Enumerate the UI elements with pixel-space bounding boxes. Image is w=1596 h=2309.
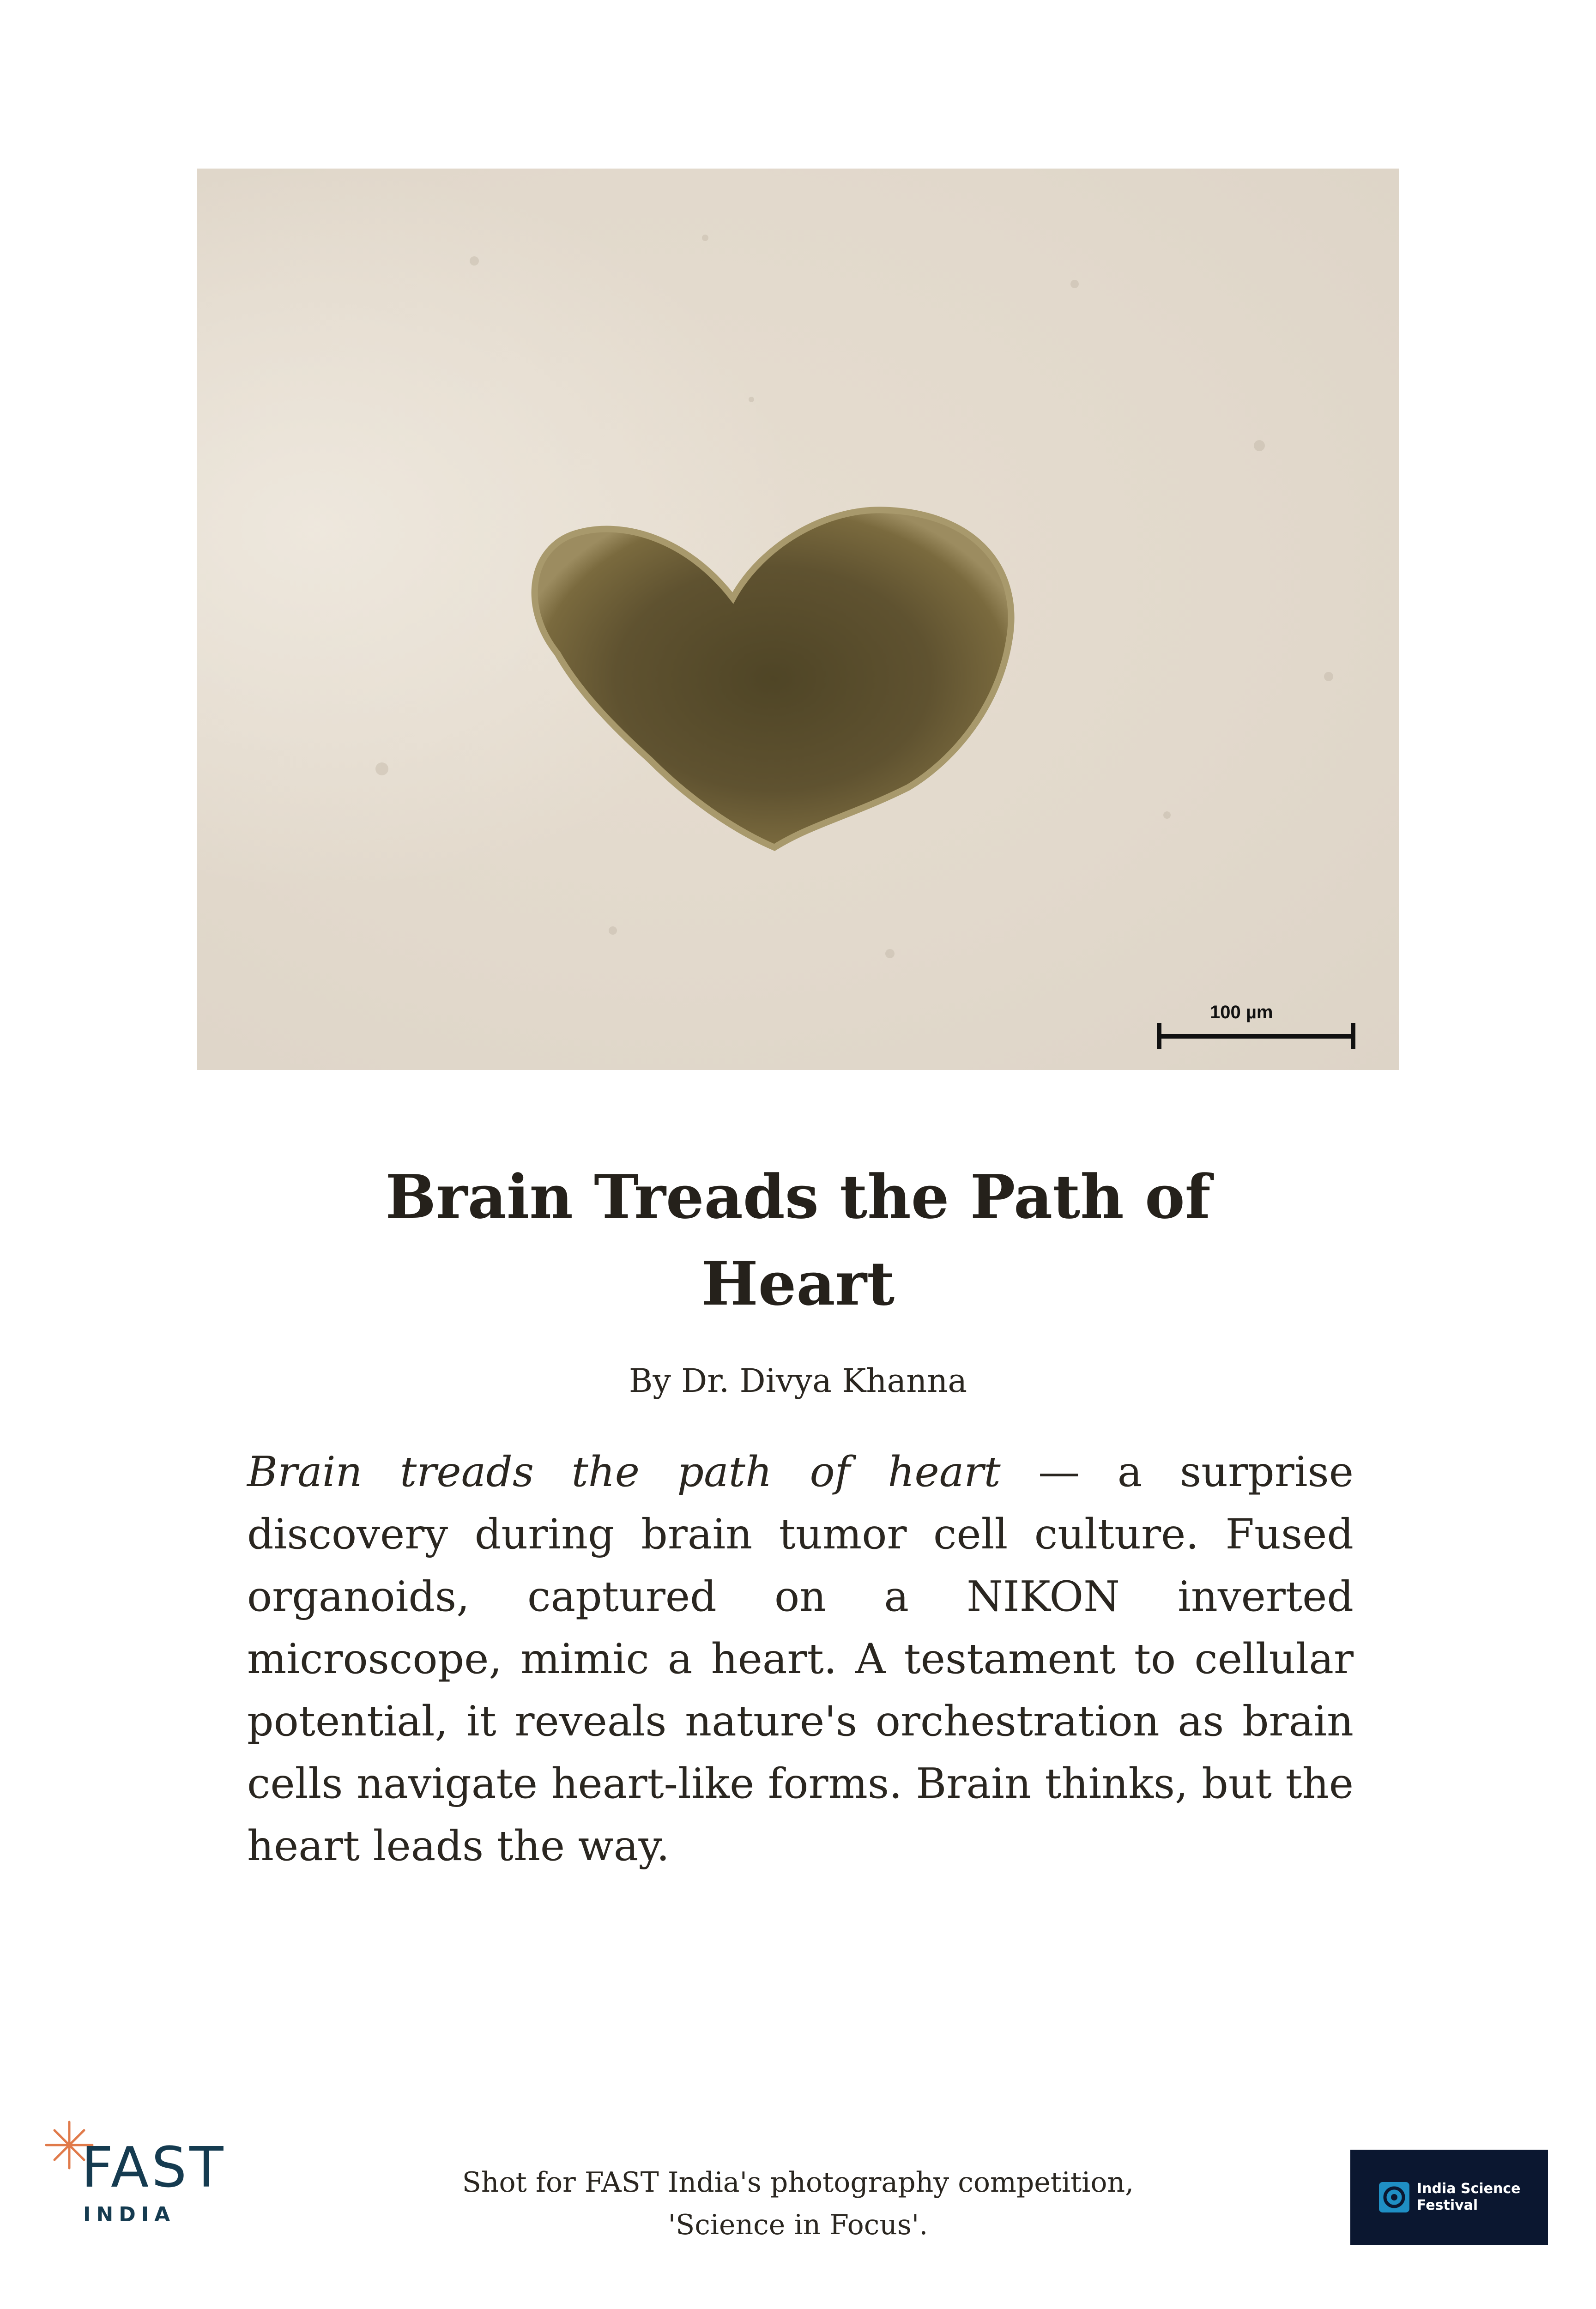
isf-line-2: Festival [1417, 2197, 1478, 2213]
isf-emblem-icon [1378, 2181, 1410, 2213]
scale-bar [1157, 1023, 1355, 1049]
title-line-1: Brain Treads the Path of [385, 1161, 1211, 1232]
footer-line-1: Shot for FAST India's photography competition, [462, 2166, 1134, 2199]
fast-india-logo [42, 2117, 226, 2237]
fast-wordmark: FAST [81, 2136, 226, 2200]
footer-line-2: 'Science in Focus'. [668, 2209, 928, 2241]
india-science-festival-logo [1350, 2150, 1548, 2245]
isf-text [1417, 2181, 1520, 2214]
byline: By Dr. Divya Khanna [629, 1362, 967, 1400]
title-line-2: Heart [701, 1248, 895, 1319]
article-title [336, 1154, 1260, 1327]
scale-label: 100 µm [1210, 1002, 1273, 1022]
heart-organoid-image [197, 169, 1399, 1070]
body-text: — a surprise discovery during brain tumor cell culture. Fused organoids, captured on a NIKON inverted microscope, mimic a heart. A testament to cellular potential, it reveals nature's orchestration as brain cells navigate heart-like forms. Brain thinks, but the heart leads the way. [247, 1448, 1354, 1870]
fast-subtitle: INDIA [83, 2203, 176, 2226]
organoid-photo [197, 169, 1399, 1070]
body-italic-lead: Brain treads the path of heart [247, 1448, 1001, 1496]
isf-line-1: India Science [1417, 2181, 1521, 2197]
article-body [247, 1441, 1354, 1877]
footer-note [429, 2161, 1167, 2246]
